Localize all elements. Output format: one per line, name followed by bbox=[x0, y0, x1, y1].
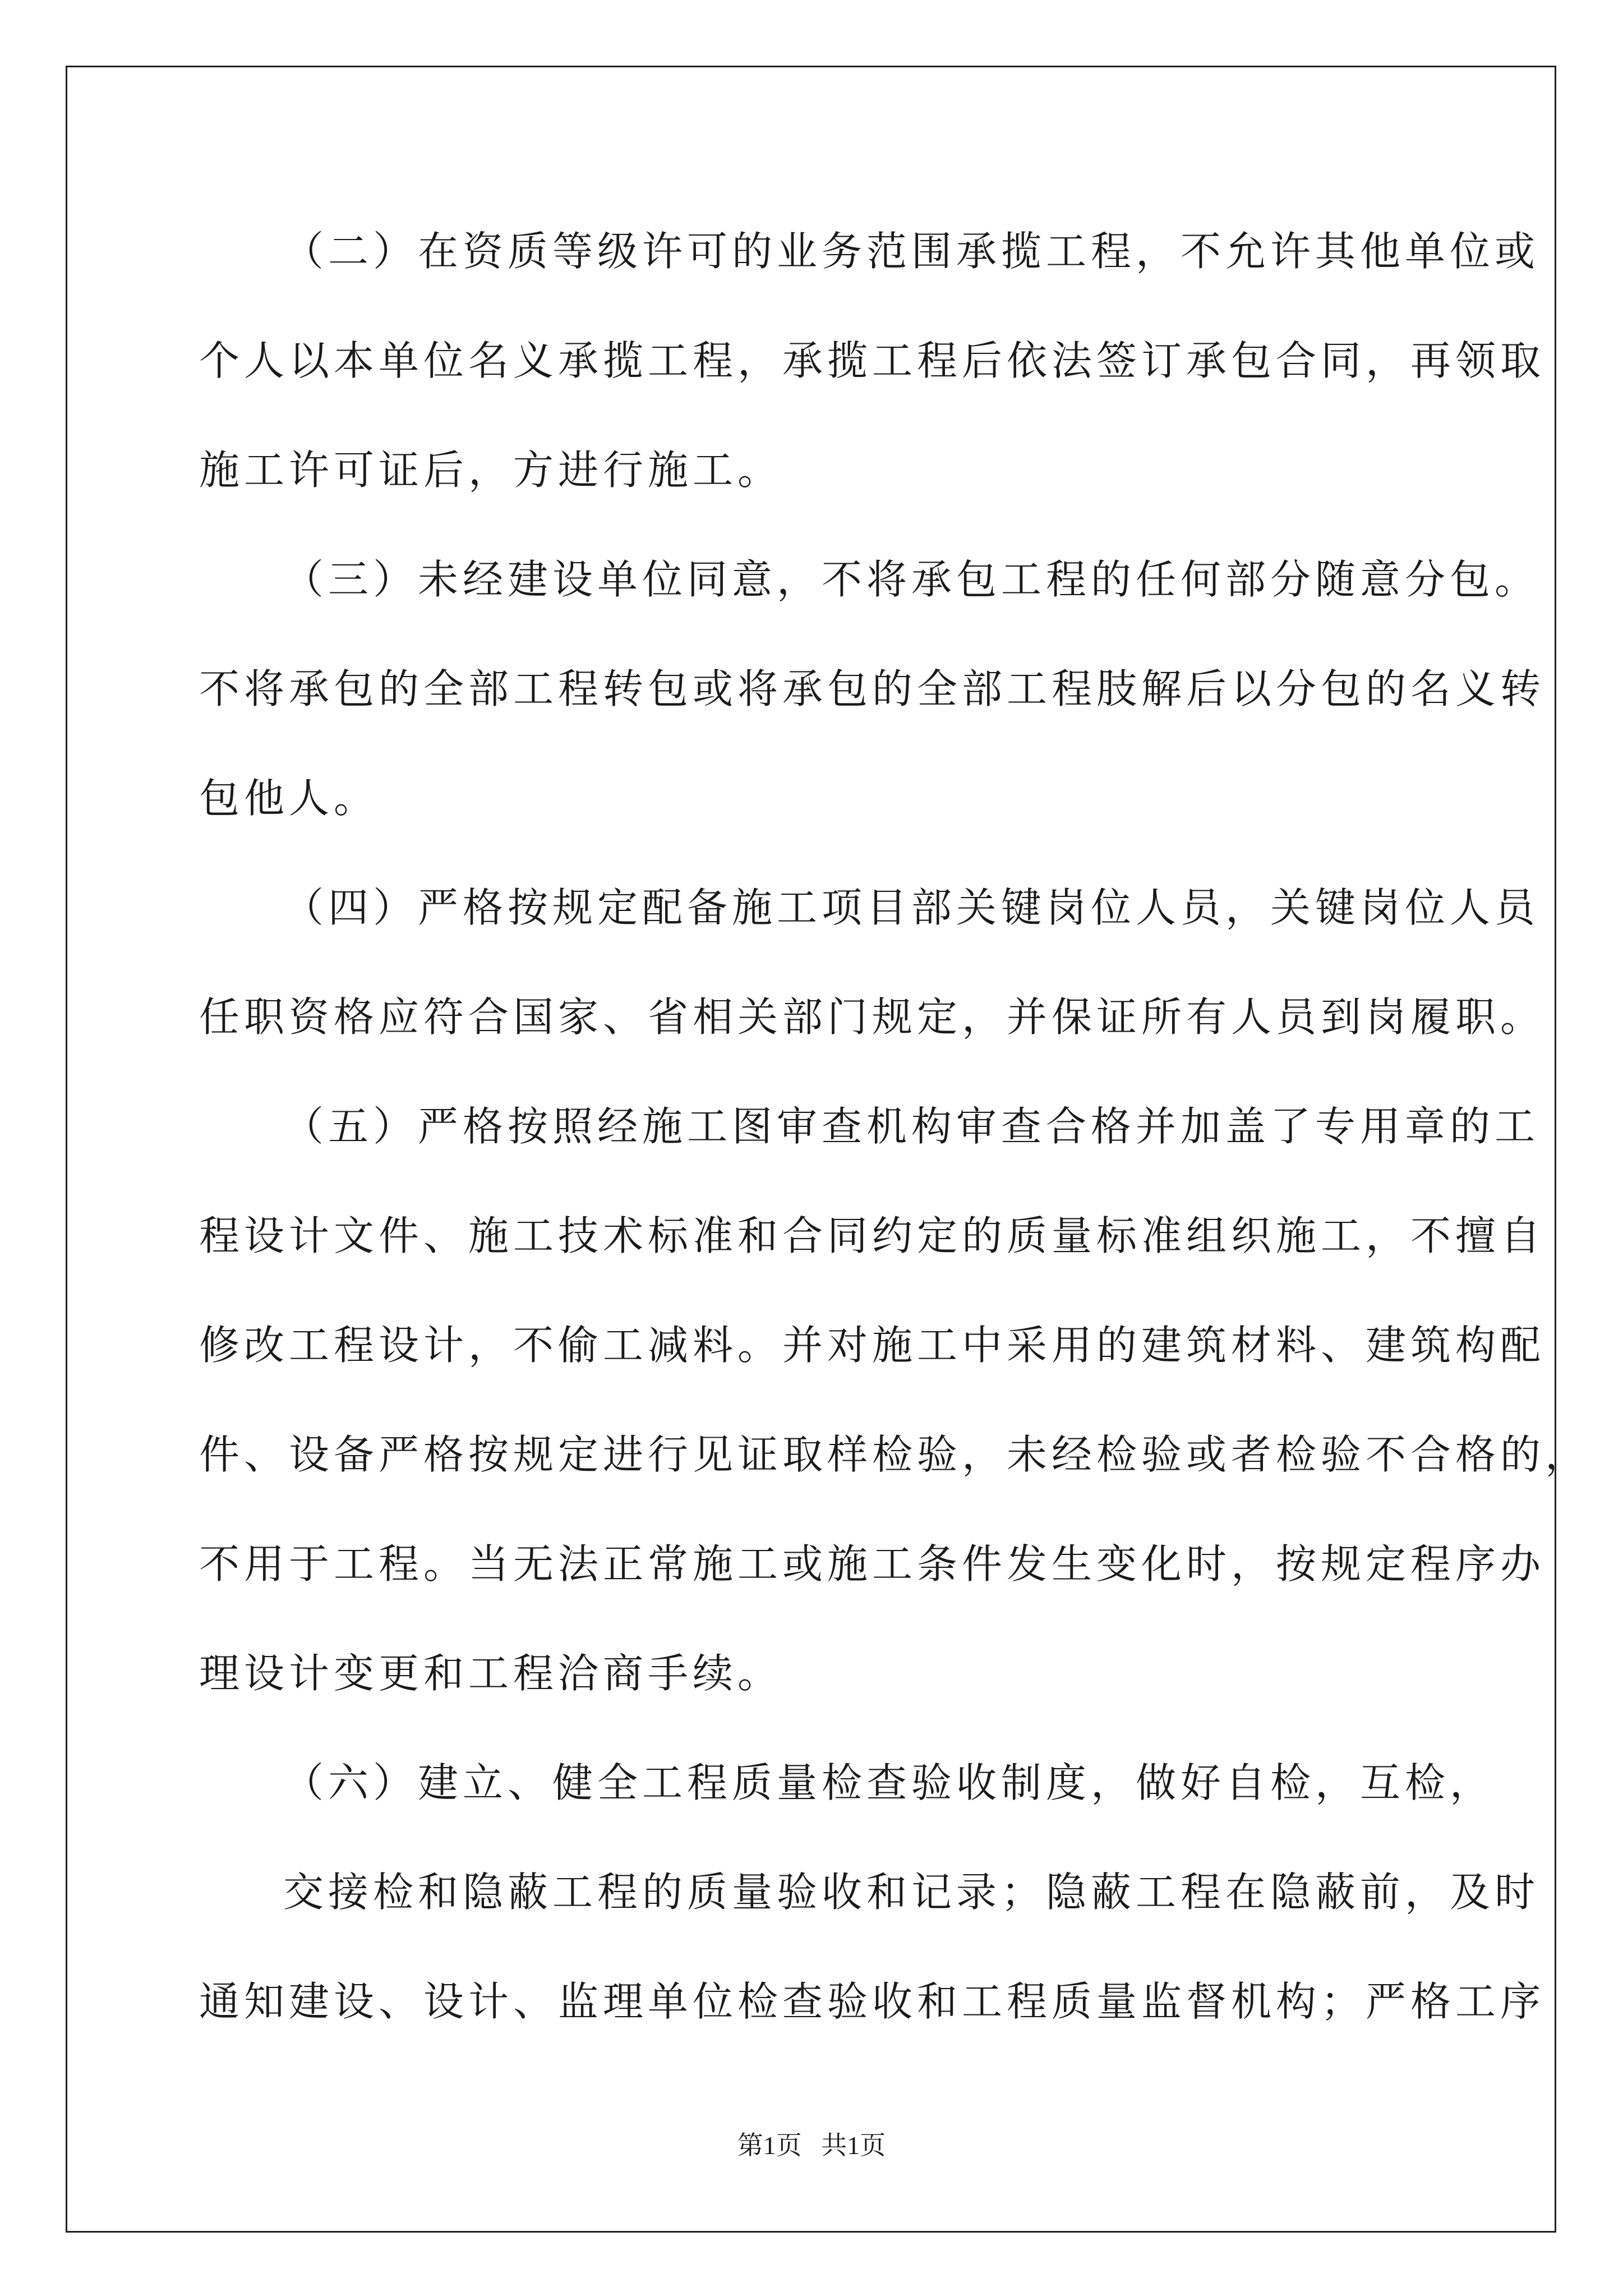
paragraph-line: （二）在资质等级许可的业务范围承揽工程，不允许其他单位或 bbox=[283, 228, 1540, 275]
paragraph-line: （四）严格按规定配备施工项目部关键岗位人员，关键岗位人员 bbox=[283, 884, 1540, 931]
page-number-footer: 第1页 共1页 bbox=[737, 2131, 886, 2160]
paragraph-line: （六）建立、健全工程质量检查验收制度，做好自检，互检， bbox=[283, 1759, 1495, 1806]
paragraph-line: 施工许可证后，方进行施工。 bbox=[199, 447, 783, 494]
paragraph-line: （三）未经建设单位同意，不将承包工程的任何部分随意分包。 bbox=[283, 556, 1540, 603]
paragraph-line: 理设计变更和工程洽商手续。 bbox=[199, 1650, 783, 1697]
paragraph-line: 交接检和隐蔽工程的质量验收和记录；隐蔽工程在隐蔽前，及时 bbox=[283, 1869, 1540, 1916]
paragraph-line: 通知建设、设计、监理单位检查验收和工程质量监督机构；严格工序 bbox=[199, 1978, 1546, 2025]
paragraph-line: 包他人。 bbox=[199, 775, 379, 822]
paragraph-line: 个人以本单位名义承揽工程，承揽工程后依法签订承包合同，再领取 bbox=[199, 337, 1546, 384]
paragraph-line: 程设计文件、施工技术标准和合同约定的质量标准组织施工，不擅自 bbox=[199, 1212, 1546, 1259]
paragraph-line: （五）严格按照经施工图审查机构审查合格并加盖了专用章的工 bbox=[283, 1103, 1540, 1150]
paragraph-line: 不将承包的全部工程转包或将承包的全部工程肢解后以分包的名义转 bbox=[199, 665, 1546, 712]
paragraph-line: 修改工程设计，不偷工减料。并对施工中采用的建筑材料、建筑构配 bbox=[199, 1322, 1546, 1369]
paragraph-line: 件、设备严格按规定进行见证取样检验，未经检验或者检验不合格的， bbox=[199, 1431, 1590, 1478]
paragraph-line: 不用于工程。当无法正常施工或施工条件发生变化时，按规定程序办 bbox=[199, 1540, 1546, 1588]
paragraph-line: 任职资格应符合国家、省相关部门规定，并保证所有人员到岗履职。 bbox=[199, 993, 1546, 1041]
